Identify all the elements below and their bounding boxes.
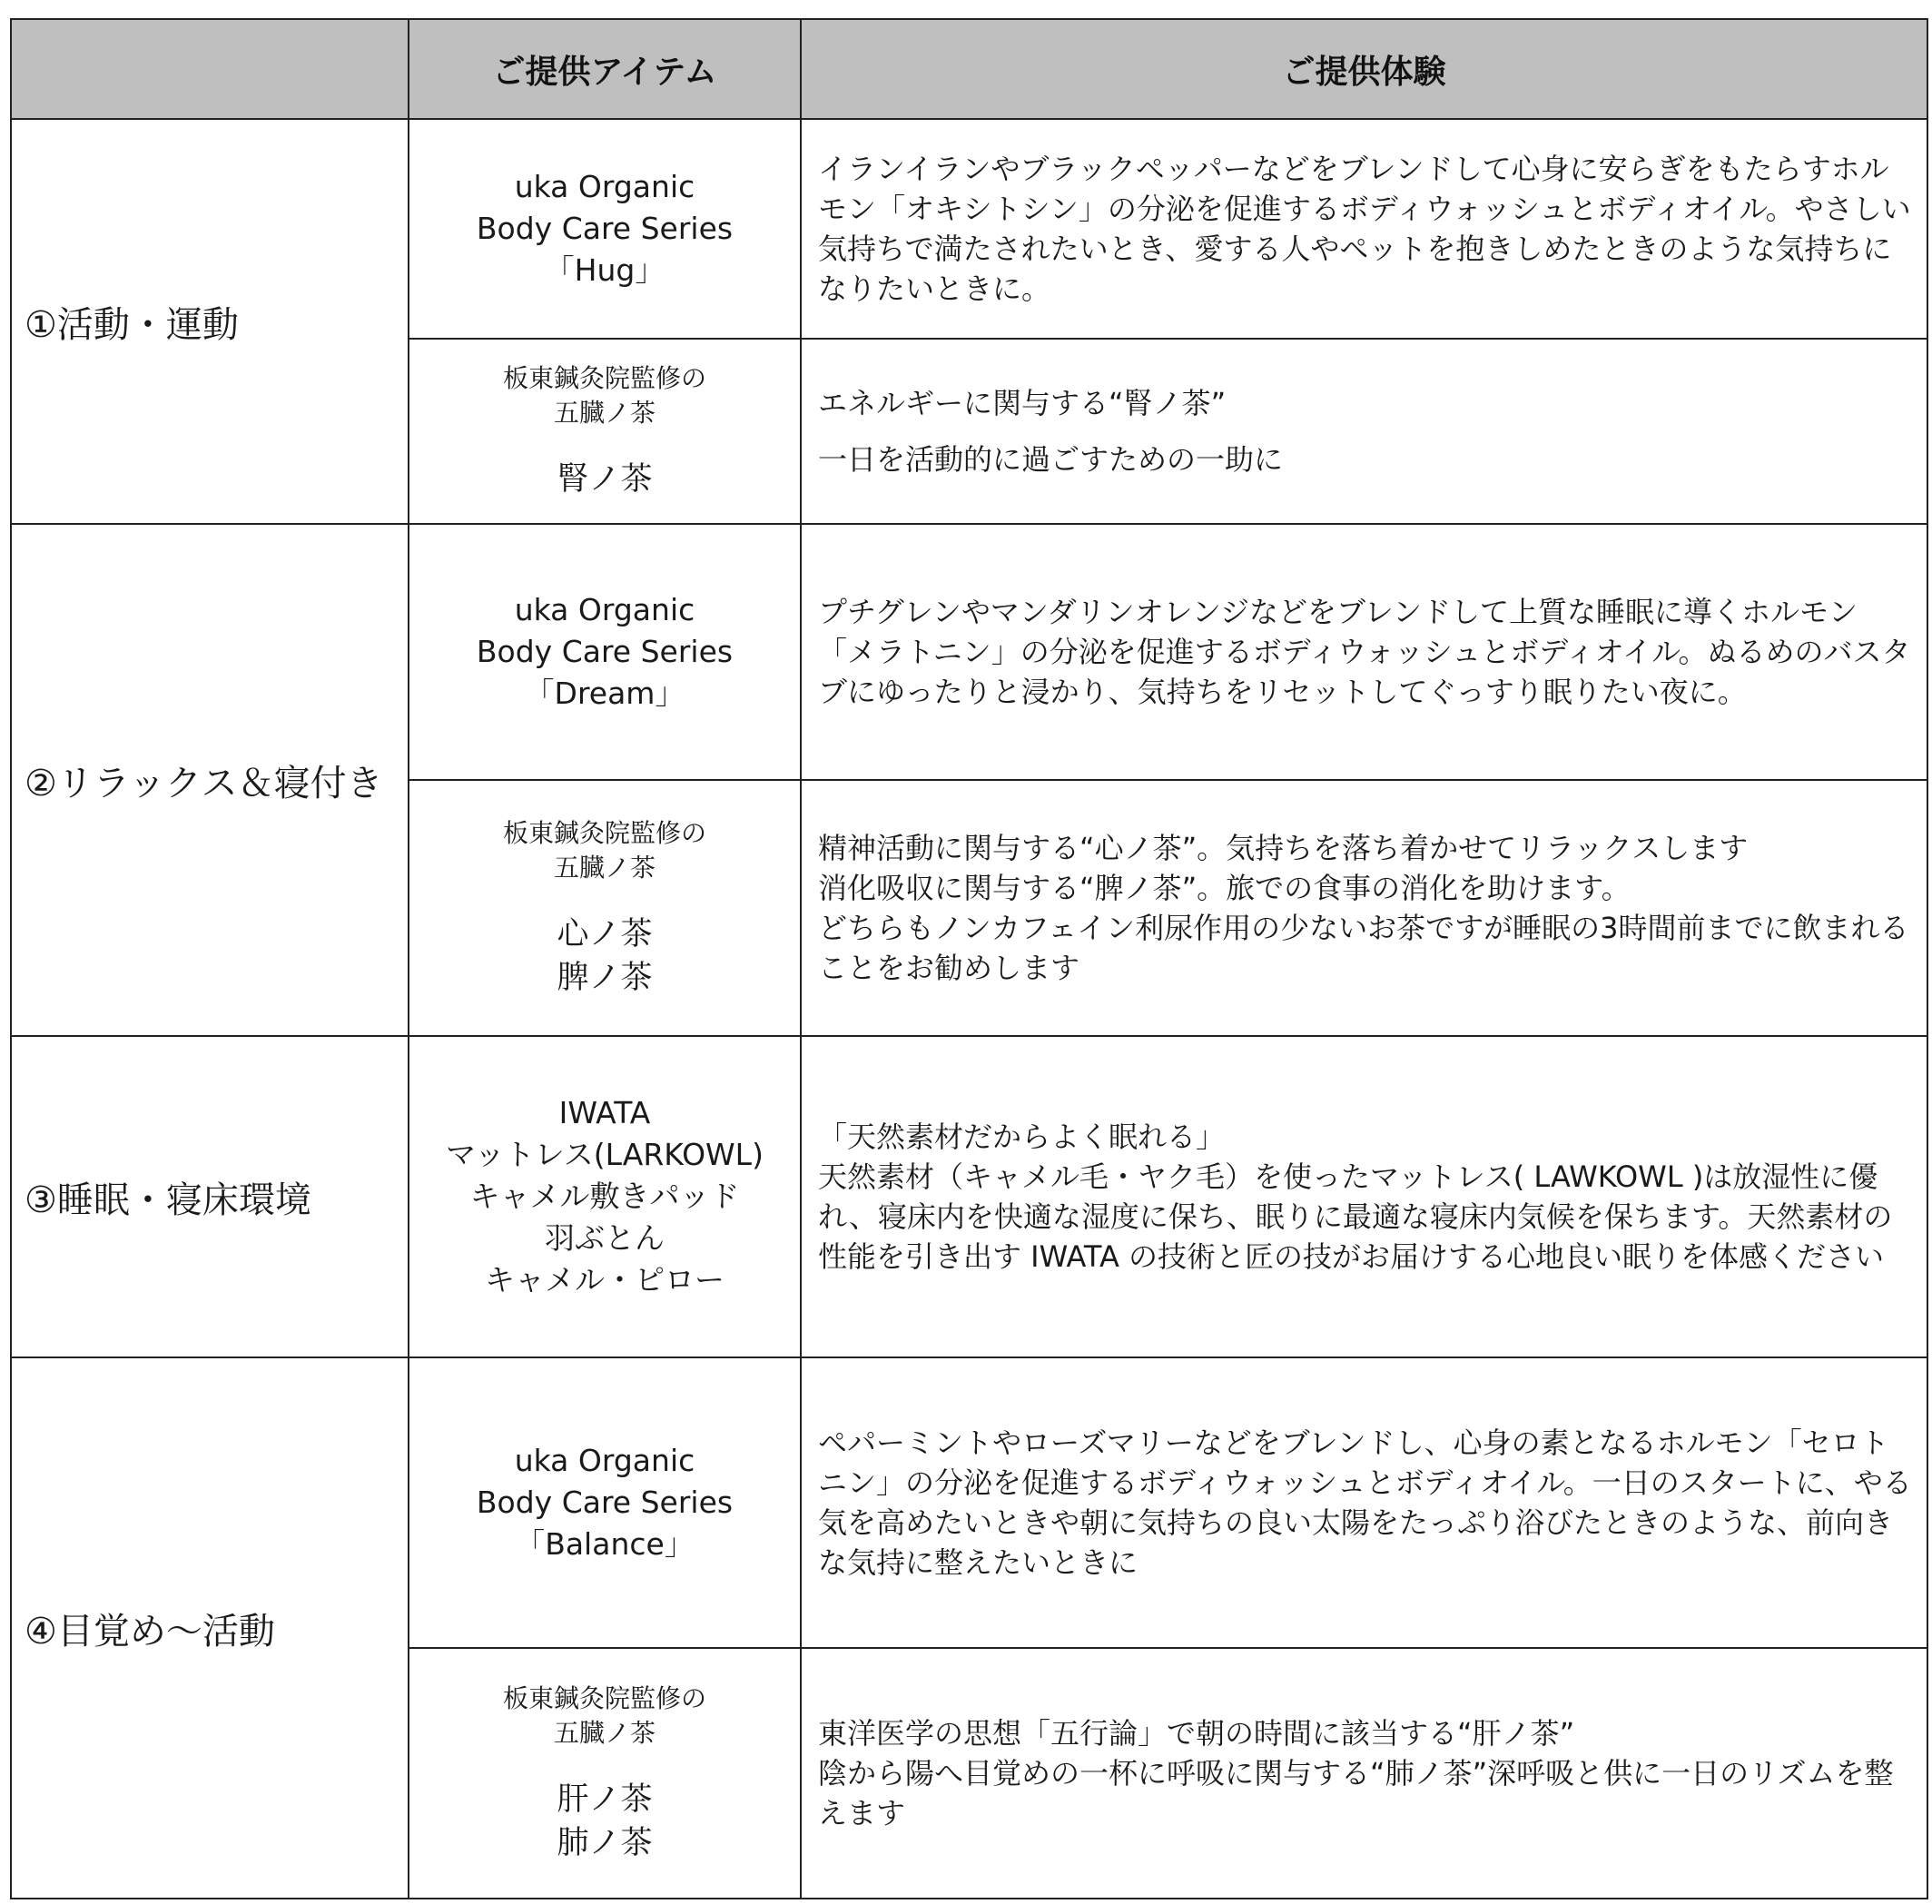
item-line: 「Dream」	[524, 676, 685, 711]
supervisor-line: 五臓ノ茶	[553, 853, 656, 883]
item-line: キャメル敷きパッド	[469, 1179, 740, 1214]
table-row	[11, 119, 1927, 339]
header-experience: ご提供体験	[801, 19, 1927, 119]
item-line: Body Care Series	[476, 634, 734, 669]
experience-cell	[801, 780, 1927, 1036]
item-cell	[409, 119, 801, 339]
item-cell	[409, 780, 801, 1036]
experience-cell	[801, 524, 1927, 780]
experience-text: 一日を活動的に過ごすための一助に	[818, 442, 1284, 477]
offerings-table	[10, 18, 1928, 1899]
experience-text: 精神活動に関与する“心ノ茶”。気持ちを落ち着かせてリラックスします	[818, 831, 1749, 865]
experience-cell	[801, 1357, 1927, 1648]
item-line: 「Hug」	[544, 252, 665, 288]
experience-text: どちらもノンカフェイン利尿作用の少ないお茶ですが睡眠の3時間前までに飲まれることをお勧めします	[818, 911, 1909, 985]
item-cell	[409, 1357, 801, 1648]
item-cell	[409, 524, 801, 780]
supervisor-line: 板東鍼灸院監修の	[502, 818, 706, 848]
supervisor-line: 板東鍼灸院監修の	[502, 363, 706, 393]
category-cell: ④目覚め～活動	[11, 1357, 409, 1899]
table-row	[11, 1357, 1927, 1648]
supervisor-line: 板東鍼灸院監修の	[502, 1683, 706, 1713]
supervisor-line: 五臓ノ茶	[553, 1718, 656, 1748]
item-line: IWATA	[558, 1095, 651, 1130]
experience-text: 陰から陽へ目覚めの一杯に呼吸に関与する“肺ノ茶”深呼吸と供に一日のリズムを整えます	[818, 1756, 1894, 1830]
item-cell	[409, 1648, 801, 1899]
item-line: uka Organic	[514, 169, 695, 204]
item-line: uka Organic	[514, 592, 695, 627]
tea-name: 肺ノ茶	[557, 1825, 653, 1861]
item-line: Body Care Series	[476, 211, 734, 246]
experience-text: イランイランやブラックペッパーなどをブレンドして心身に安らぎをもたらすホルモン「オキシトシン」の分泌を促進するボディウォッシュとボディオイル。やさしい気持ちで満たされたいとき、愛する人やペットを抱きしめたときのような気持ちになりたいときに。	[818, 152, 1911, 306]
item-line: キャメル・ピロー	[485, 1262, 724, 1297]
experience-text: 天然素材（キャメル毛・ヤク毛）を使ったマットレス( LAWKOWL )は放湿性に優れ、寝床内を快適な湿度に保ち、眠りに最適な寝床内気候を保ちます。天然素材の性能を引き出す IWATA の技術と匠の技がお届けする心地良い眠りを体感ください	[818, 1159, 1893, 1274]
item-line: 羽ぶとん	[545, 1220, 665, 1256]
experience-text: エネルギーに関与する“腎ノ茶”	[818, 386, 1227, 420]
header-row	[11, 19, 1927, 119]
tea-name: 心ノ茶	[557, 916, 653, 952]
experience-text: ペパーミントやローズマリーなどをブレンドし、心身の素となるホルモン「セロトニン」の分泌を促進するボディウォッシュとボディオイル。一日のスタートに、やる気を高めたいときや朝に気持ちの良い太陽をたっぷり浴びたときのような、前向きな気持に整えたいときに	[818, 1426, 1912, 1580]
item-line: 「Balance」	[515, 1526, 695, 1562]
item-line: Body Care Series	[476, 1485, 734, 1520]
item-line: マットレス(LARKOWL)	[446, 1137, 764, 1172]
header-items: ご提供アイテム	[409, 19, 801, 119]
tea-name: 脾ノ茶	[557, 960, 653, 996]
tea-name: 肝ノ茶	[557, 1781, 653, 1818]
experience-cell	[801, 339, 1927, 524]
experience-text: 「天然素材だからよく眠れる」	[818, 1120, 1226, 1154]
tea-name: 腎ノ茶	[557, 461, 653, 498]
header-blank	[11, 19, 409, 119]
experience-text: 消化吸収に関与する“脾ノ茶”。旅での食事の消化を助けます。	[818, 871, 1631, 905]
item-cell	[409, 339, 801, 524]
supervisor-line: 五臓ノ茶	[553, 398, 656, 428]
item-cell	[409, 1036, 801, 1357]
experience-text: プチグレンやマンダリンオレンジなどをブレンドして上質な睡眠に導くホルモン「メラトニン」の分泌を促進するボディウォッシュとボディオイル。ぬるめのバスタブにゆったりと浸かり、気持ちをリセットしてぐっすり眠りたい夜に。	[818, 595, 1911, 709]
experience-cell	[801, 119, 1927, 339]
experience-text: 東洋医学の思想「五行論」で朝の時間に該当する“肝ノ茶”	[818, 1716, 1575, 1751]
category-cell: ①活動・運動	[11, 119, 409, 524]
category-cell: ③睡眠・寝床環境	[11, 1036, 409, 1357]
experience-cell	[801, 1648, 1927, 1899]
table-row	[11, 1036, 1927, 1357]
experience-cell	[801, 1036, 1927, 1357]
table-row	[11, 524, 1927, 780]
item-line: uka Organic	[514, 1443, 695, 1478]
category-cell: ②リラックス＆寝付き	[11, 524, 409, 1036]
